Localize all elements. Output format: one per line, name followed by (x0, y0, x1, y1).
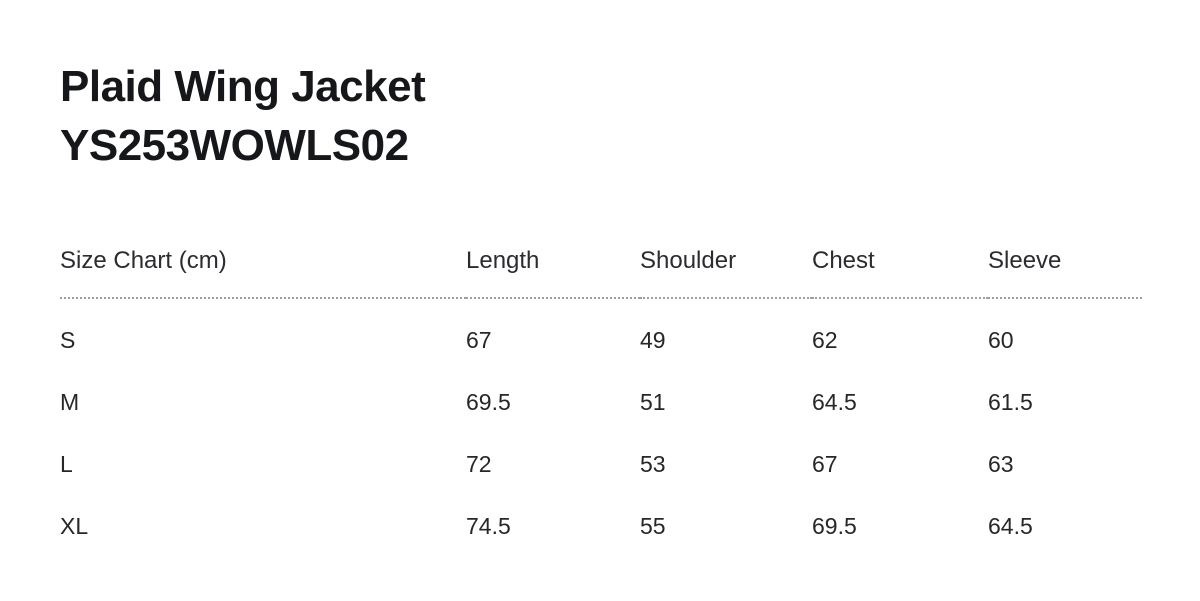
table-row (60, 298, 1142, 366)
cell-sleeve: 61.5 (988, 389, 1033, 416)
table-row (60, 428, 1142, 490)
product-name: Plaid Wing Jacket (60, 62, 426, 111)
cell-size: S (60, 327, 76, 354)
cell-length: 69.5 (466, 389, 511, 416)
size-chart-table (60, 247, 1142, 552)
table-header-row (60, 247, 1142, 298)
table-body (60, 298, 1142, 552)
cell-size: M (60, 389, 80, 416)
column-header-chest: Chest (812, 247, 875, 275)
cell-size: XL (60, 513, 89, 540)
cell-shoulder: 53 (640, 451, 666, 478)
column-header-size: Size Chart (cm) (60, 247, 227, 275)
cell-shoulder: 49 (640, 327, 666, 354)
column-header-shoulder: Shoulder (640, 247, 737, 275)
cell-chest: 69.5 (812, 513, 857, 540)
cell-chest: 64.5 (812, 389, 857, 416)
column-header-sleeve: Sleeve (988, 247, 1062, 275)
cell-length: 67 (466, 327, 492, 354)
cell-chest: 62 (812, 327, 838, 354)
table-row (60, 366, 1142, 428)
cell-length: 74.5 (466, 513, 511, 540)
table-row (60, 490, 1142, 552)
cell-length: 72 (466, 451, 492, 478)
cell-sleeve: 64.5 (988, 513, 1033, 540)
page-title (60, 58, 1140, 175)
cell-size: L (60, 451, 73, 478)
column-header-length: Length (466, 247, 540, 275)
cell-sleeve: 63 (988, 451, 1014, 478)
cell-chest: 67 (812, 451, 838, 478)
table-header (60, 247, 1142, 298)
cell-sleeve: 60 (988, 327, 1014, 354)
cell-shoulder: 51 (640, 389, 666, 416)
cell-shoulder: 55 (640, 513, 666, 540)
product-code: YS253WOWLS02 (60, 120, 409, 170)
